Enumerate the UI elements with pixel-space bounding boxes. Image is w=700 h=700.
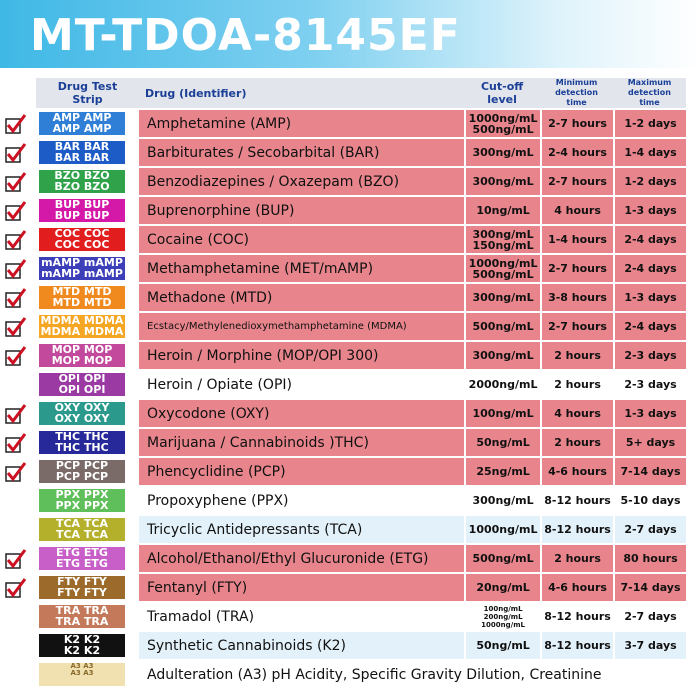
min-detection: 2-7 hours <box>540 255 613 282</box>
cutoff-value: 500ng/mL <box>472 320 534 333</box>
strip-label: K2 K2 <box>63 634 101 646</box>
checkmark-icon <box>5 287 27 309</box>
table-row <box>36 545 686 572</box>
checkmark-icon <box>5 171 27 193</box>
cutoff-cell <box>464 255 540 282</box>
cutoff-value: 500ng/mL <box>472 122 534 136</box>
strip-label: mAMP mAMP <box>41 267 123 280</box>
strip-swatch <box>39 489 125 512</box>
cutoff-value: 150ng/mL <box>472 238 534 252</box>
strip-label: mAMP mAMP <box>41 257 123 269</box>
table-row <box>36 255 686 282</box>
min-detection: 4 hours <box>540 197 613 224</box>
strip-label: MDMA MDMA <box>40 315 124 327</box>
checkmark-icon <box>5 548 27 570</box>
strip-cell <box>36 400 139 427</box>
strip-swatch <box>39 286 125 309</box>
drug-name: Propoxyphene (PPX) <box>139 487 464 514</box>
table-row <box>36 226 686 253</box>
min-detection: 2 hours <box>540 342 613 369</box>
max-detection: 1-3 days <box>613 284 686 311</box>
max-detection: 1-3 days <box>613 197 686 224</box>
strip-cell <box>36 371 139 398</box>
strip-swatch <box>39 112 125 135</box>
strip-label: FTY FTY <box>57 576 107 588</box>
min-detection: 4-6 hours <box>540 458 613 485</box>
cutoff-value: 50ng/mL <box>476 639 530 652</box>
strip-label: ETG ETG <box>56 557 108 570</box>
drug-table <box>36 76 686 690</box>
strip-cell <box>36 516 139 543</box>
cutoff-cell <box>464 313 540 340</box>
cutoff-value: 2000ng/mL <box>468 378 538 391</box>
strip-swatch <box>39 315 125 338</box>
strip-cell <box>36 226 139 253</box>
strip-swatch <box>39 460 125 483</box>
cutoff-value: 200ng/mL <box>483 612 523 621</box>
cutoff-cell <box>464 139 540 166</box>
min-detection: 3-8 hours <box>540 284 613 311</box>
max-detection: 5+ days <box>613 429 686 456</box>
max-detection: 1-4 days <box>613 139 686 166</box>
strip-label: TCA TCA <box>55 528 108 541</box>
cutoff-value: 500ng/mL <box>472 267 534 281</box>
checkmark-icon <box>5 258 27 280</box>
strip-swatch <box>39 257 125 280</box>
table-row <box>36 487 686 514</box>
strip-label: THC THC <box>55 431 109 443</box>
cutoff-value: 300ng/mL <box>472 494 534 507</box>
table-row <box>36 516 686 543</box>
checkmark-icon <box>5 403 27 425</box>
strip-cell <box>36 342 139 369</box>
strip-label: FTY FTY <box>57 586 107 599</box>
max-detection: 7-14 days <box>613 574 686 601</box>
header-drug: Drug (Identifier) <box>139 78 464 108</box>
max-detection: 1-2 days <box>613 110 686 137</box>
page-title: MT-TDOA-8145EF <box>30 10 461 61</box>
table-row <box>36 458 686 485</box>
min-detection: 2-4 hours <box>540 139 613 166</box>
cutoff-cell <box>464 516 540 543</box>
table-row <box>36 110 686 137</box>
cutoff-value: 10ng/mL <box>476 204 530 217</box>
cutoff-cell <box>464 110 540 137</box>
strip-label: BUP BUP <box>54 199 110 211</box>
strip-cell <box>36 139 139 166</box>
max-detection: 7-14 days <box>613 458 686 485</box>
min-detection: 2 hours <box>540 371 613 398</box>
strip-label: MDMA MDMA <box>40 325 124 338</box>
strip-label: MOP MOP <box>51 344 113 356</box>
drug-name: Buprenorphine (BUP) <box>139 197 464 224</box>
drug-name: Phencyclidine (PCP) <box>139 458 464 485</box>
drug-name: Amphetamine (AMP) <box>139 110 464 137</box>
strip-label: PPX PPX <box>55 499 109 512</box>
table-row <box>36 139 686 166</box>
table-row <box>36 342 686 369</box>
header-strip: Drug Test Strip <box>36 78 139 108</box>
max-detection: 3-7 days <box>613 632 686 659</box>
strip-label: COC COC <box>54 238 110 251</box>
cutoff-cell <box>464 545 540 572</box>
strip-label: OXY OXY <box>54 412 110 425</box>
max-detection: 1-2 days <box>613 168 686 195</box>
strip-label: PCP PCP <box>55 470 109 483</box>
cutoff-value: 500ng/mL <box>472 552 534 565</box>
cutoff-value: 25ng/mL <box>476 465 530 478</box>
max-detection: 2-4 days <box>613 255 686 282</box>
table-row <box>36 284 686 311</box>
strip-cell <box>36 168 139 195</box>
table-row <box>36 632 686 659</box>
strip-swatch <box>39 605 125 628</box>
strip-label: AMP AMP <box>52 112 112 124</box>
cutoff-value: 300ng/mL <box>472 291 534 304</box>
cutoff-value: 1000ng/mL <box>468 523 538 536</box>
drug-name: Oxycodone (OXY) <box>139 400 464 427</box>
cutoff-value: 1000ng/mL <box>468 111 538 125</box>
strip-label: TRA TRA <box>55 615 109 628</box>
min-detection: 8-12 hours <box>540 632 613 659</box>
cutoff-cell <box>464 632 540 659</box>
cutoff-value: 20ng/mL <box>476 581 530 594</box>
cutoff-cell <box>464 226 540 253</box>
max-detection: 2-4 days <box>613 226 686 253</box>
max-detection: 2-7 days <box>613 603 686 630</box>
drug-name: Adulteration (A3) pH Acidity, Specific Gravity Dilution, Creatinine <box>139 661 686 688</box>
table-row <box>36 197 686 224</box>
checkmark-icon <box>5 577 27 599</box>
strip-label: PPX PPX <box>55 489 109 501</box>
min-detection: 2 hours <box>540 429 613 456</box>
table-row <box>36 400 686 427</box>
strip-swatch <box>39 228 125 251</box>
max-detection: 2-3 days <box>613 371 686 398</box>
strip-label: AMP AMP <box>52 122 112 135</box>
drug-name: Tramadol (TRA) <box>139 603 464 630</box>
strip-label: MOP MOP <box>51 354 113 367</box>
strip-label: COC COC <box>54 228 110 240</box>
strip-label: TCA TCA <box>55 518 108 530</box>
drug-name: Fentanyl (FTY) <box>139 574 464 601</box>
strip-label: TRA TRA <box>55 605 109 617</box>
strip-swatch <box>39 373 125 396</box>
min-detection: 4-6 hours <box>540 574 613 601</box>
max-detection: 80 hours <box>613 545 686 572</box>
cutoff-value: 300ng/mL <box>472 146 534 159</box>
strip-cell <box>36 632 139 659</box>
drug-name: Barbiturates / Secobarbital (BAR) <box>139 139 464 166</box>
strip-swatch <box>39 170 125 193</box>
min-detection: 8-12 hours <box>540 487 613 514</box>
min-detection: 8-12 hours <box>540 603 613 630</box>
strip-cell <box>36 429 139 456</box>
checkmark-icon <box>5 142 27 164</box>
drug-name: Marijuana / Cannabinoids )THC) <box>139 429 464 456</box>
max-detection: 2-3 days <box>613 342 686 369</box>
strip-label: OPI OPI <box>58 373 106 385</box>
strip-label: PCP PCP <box>55 460 109 472</box>
table-row <box>36 661 686 688</box>
drug-name: Heroin / Opiate (OPI) <box>139 371 464 398</box>
strip-label: A3 A3 <box>70 669 94 677</box>
table-row <box>36 168 686 195</box>
strip-cell <box>36 661 139 688</box>
strip-swatch <box>39 141 125 164</box>
table-row <box>36 313 686 340</box>
checkmark-icon <box>5 345 27 367</box>
strip-swatch <box>39 634 125 657</box>
drug-name: Methadone (MTD) <box>139 284 464 311</box>
min-detection: 8-12 hours <box>540 516 613 543</box>
strip-cell <box>36 545 139 572</box>
max-detection: 2-7 days <box>613 516 686 543</box>
min-detection: 2 hours <box>540 545 613 572</box>
cutoff-cell <box>464 574 540 601</box>
strip-cell <box>36 574 139 601</box>
max-detection: 1-3 days <box>613 400 686 427</box>
strip-swatch <box>39 344 125 367</box>
cutoff-value: 1000ng/mL <box>481 620 525 629</box>
drug-name: Synthetic Cannabinoids (K2) <box>139 632 464 659</box>
drug-name: Tricyclic Antidepressants (TCA) <box>139 516 464 543</box>
table-body <box>36 110 686 688</box>
strip-label: OPI OPI <box>58 383 106 396</box>
cutoff-value: 100ng/mL <box>483 604 523 613</box>
max-detection: 2-4 days <box>613 313 686 340</box>
strip-label: BAR BAR <box>54 141 110 153</box>
strip-cell <box>36 313 139 340</box>
header-min: Minimum detection time <box>540 78 613 108</box>
strip-label: BZO BZO <box>54 180 110 193</box>
strip-cell <box>36 458 139 485</box>
checkmark-icon <box>5 113 27 135</box>
cutoff-cell <box>464 168 540 195</box>
min-detection: 2-7 hours <box>540 168 613 195</box>
drug-name: Alcohol/Ethanol/Ethyl Glucuronide (ETG) <box>139 545 464 572</box>
strip-label: BZO BZO <box>54 170 110 182</box>
cutoff-value: 300ng/mL <box>472 227 534 241</box>
drug-name: Cocaine (COC) <box>139 226 464 253</box>
cutoff-cell <box>464 284 540 311</box>
checkmark-icon <box>5 200 27 222</box>
header-cutoff: Cut-off level <box>464 78 540 108</box>
strip-swatch <box>39 402 125 425</box>
table-header-row <box>36 78 686 108</box>
max-detection: 5-10 days <box>613 487 686 514</box>
cutoff-cell <box>464 603 540 630</box>
strip-label: OXY OXY <box>54 402 110 414</box>
cutoff-value: 100ng/mL <box>472 407 534 420</box>
strip-cell <box>36 487 139 514</box>
min-detection: 2-7 hours <box>540 110 613 137</box>
checkmark-icon <box>5 229 27 251</box>
min-detection: 1-4 hours <box>540 226 613 253</box>
table-row <box>36 429 686 456</box>
strip-label: MTD MTD <box>52 286 112 298</box>
strip-cell <box>36 197 139 224</box>
drug-name: Heroin / Morphine (MOP/OPI 300) <box>139 342 464 369</box>
checkmark-icon <box>5 316 27 338</box>
cutoff-cell <box>464 342 540 369</box>
strip-cell <box>36 284 139 311</box>
title-banner <box>0 0 700 68</box>
drug-name: Ecstacy/Methylenedioxymethamphetamine (MDMA) <box>139 313 464 340</box>
min-detection: 2-7 hours <box>540 313 613 340</box>
checkmark-icon <box>5 432 27 454</box>
drug-name: Benzodiazepines / Oxazepam (BZO) <box>139 168 464 195</box>
strip-swatch <box>39 576 125 599</box>
cutoff-cell <box>464 400 540 427</box>
strip-swatch <box>39 431 125 454</box>
cutoff-cell <box>464 458 540 485</box>
strip-cell <box>36 255 139 282</box>
strip-label: BUP BUP <box>54 209 110 222</box>
table-row <box>36 371 686 398</box>
cutoff-value: 300ng/mL <box>472 175 534 188</box>
cutoff-cell <box>464 429 540 456</box>
strip-swatch <box>39 547 125 570</box>
checkmark-icon <box>5 461 27 483</box>
cutoff-cell <box>464 197 540 224</box>
strip-cell <box>36 110 139 137</box>
strip-swatch <box>39 518 125 541</box>
strip-label: ETG ETG <box>56 547 108 559</box>
drug-name: Methamphetamine (MET/mAMP) <box>139 255 464 282</box>
strip-label: MTD MTD <box>52 296 112 309</box>
min-detection: 4 hours <box>540 400 613 427</box>
strip-label: K2 K2 <box>63 644 101 657</box>
table-row <box>36 574 686 601</box>
table-row <box>36 603 686 630</box>
cutoff-value: 50ng/mL <box>476 436 530 449</box>
cutoff-cell <box>464 371 540 398</box>
header-max: Maximum detection time <box>613 78 686 108</box>
strip-label: A3 A3 <box>70 663 94 670</box>
strip-swatch <box>39 199 125 222</box>
cutoff-value: 1000ng/mL <box>468 256 538 270</box>
strip-label: BAR BAR <box>54 151 110 164</box>
cutoff-cell <box>464 487 540 514</box>
cutoff-value: 300ng/mL <box>472 349 534 362</box>
strip-swatch <box>39 663 125 686</box>
strip-cell <box>36 603 139 630</box>
strip-label: THC THC <box>55 441 109 454</box>
